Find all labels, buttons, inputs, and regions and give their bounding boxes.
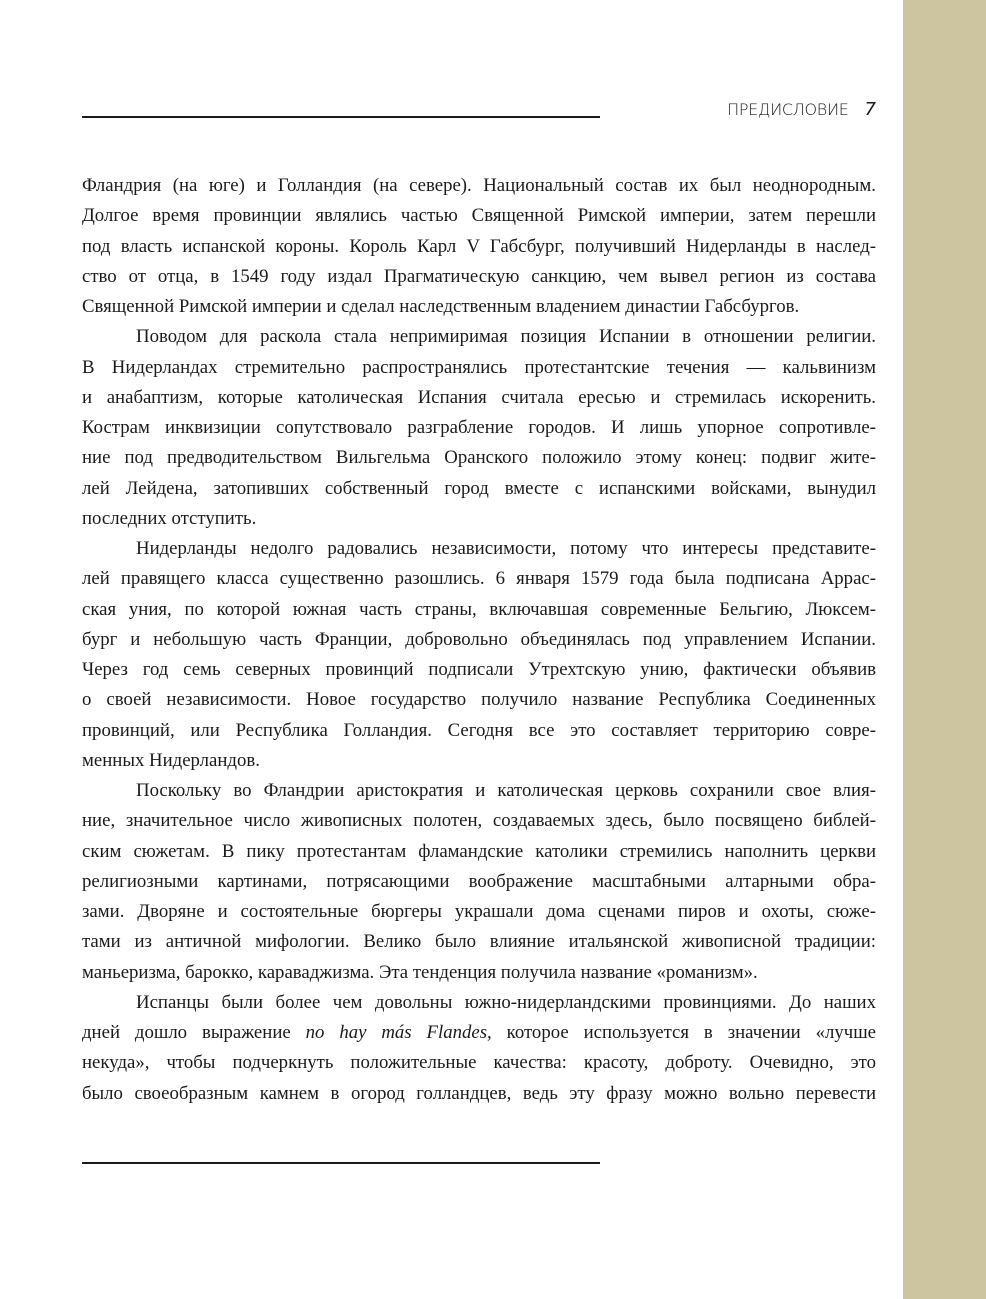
page-number: 7 xyxy=(864,99,876,120)
header-rule xyxy=(82,116,600,118)
text-line: Через год семь северных провинций подписали Утрехтскую унию, фактически объявив xyxy=(82,659,876,680)
text-line: некуда», чтобы подчеркнуть положительные качества: красоту, доброту. Очевидно, это xyxy=(82,1052,876,1074)
text-line: Поскольку во Фландрии аристократия и католическая церковь сохранили свое влия- xyxy=(136,780,876,801)
text-line: о своей независимости. Новое государство получило название Республика Соединенных xyxy=(82,689,876,711)
text-run: , которое используется в значении «лучше xyxy=(487,1022,877,1043)
text-line: ние под предводительством Вильгельма Оранского положило этому конец: подвиг жите- xyxy=(82,447,876,469)
text-line: лей правящего класса существенно разошлись. 6 января 1579 года была подписана Аррас- xyxy=(82,568,876,590)
text-line: менных Нидерландов. xyxy=(82,749,260,771)
running-head xyxy=(600,98,876,122)
text-line: маньеризма, барокко, караваджизма. Эта тенденция получила название «романизм». xyxy=(82,961,758,983)
text-line: Кострам инквизиции сопутствовало разграбление городов. И лишь упорное сопротивле- xyxy=(82,417,876,438)
italic-phrase: no hay más Flandes xyxy=(305,1022,488,1043)
text-line: зами. Дворяне и состоятельные бюргеры украшали дома сценами пиров и охоты, сюже- xyxy=(82,901,876,922)
text-line: ским сюжетам. В пику протестантам фламандские католики стремились наполнить церкви xyxy=(82,840,876,862)
text-line: ние, значительное число живописных полотен, создаваемых здесь, было посвящено библей- xyxy=(82,810,876,832)
text-line: последних отступить. xyxy=(82,507,257,529)
text-line xyxy=(82,1018,876,1048)
text-line: Долгое время провинции являлись частью Священной Римской империи, затем перешли xyxy=(82,205,876,227)
text-run: дней дошло выражение xyxy=(82,1022,306,1043)
text-line: Нидерланды недолго радовались независимости, потому что интересы представите- xyxy=(136,538,876,559)
body-text xyxy=(82,171,876,1109)
text-line: ская уния, по которой южная часть страны, включавшая современные Бельгию, Люксем- xyxy=(82,598,876,620)
text-line: В Нидерландах стремительно распространялись протестантские течения — кальвинизм xyxy=(82,356,876,378)
text-line: бург и небольшую часть Франции, добровольно объединялась под управлением Испании. xyxy=(82,628,876,650)
text-line: Священной Римской империи и сделал наследственным владением династии Габсбургов. xyxy=(82,296,800,317)
text-line: Испанцы были более чем довольны южно-нидерландскими провинциями. До наших xyxy=(136,991,876,1013)
text-line: лей Лейдена, затопивших собственный город вместе с испанскими войсками, вынудил xyxy=(82,477,876,499)
text-line: провинций, или Республика Голландия. Сегодня все это составляет территорию совре- xyxy=(82,719,876,741)
footer-rule xyxy=(82,1162,600,1164)
text-line: и анабаптизм, которые католическая Испания считала ересью и стремилась искоренить. xyxy=(82,386,876,408)
page-edge-sidebar xyxy=(903,0,986,1299)
text-line: Фландрия (на юге) и Голландия (на севере). Национальный состав их был неоднородным. xyxy=(82,175,876,196)
text-line: Поводом для раскола стала непримиримая позиция Испании в отношении религии. xyxy=(136,326,876,348)
text-line: было своеобразным камнем в огород голландцев, ведь эту фразу можно вольно перевести xyxy=(82,1082,876,1104)
text-line: под власть испанской короны. Король Карл V Габсбург, получивший Нидерланды в наслед- xyxy=(82,235,876,257)
section-title: ПРЕДИСЛОВИЕ xyxy=(727,100,849,119)
text-line: тами из античной мифологии. Велико было влияние итальянской живописной традиции: xyxy=(82,931,876,953)
text-line: ство от отца, в 1549 году издал Прагматическую санкцию, чем вывел регион из состава xyxy=(82,265,876,287)
text-line: религиозными картинами, потрясающими воображение масштабными алтарными обра- xyxy=(82,870,876,892)
